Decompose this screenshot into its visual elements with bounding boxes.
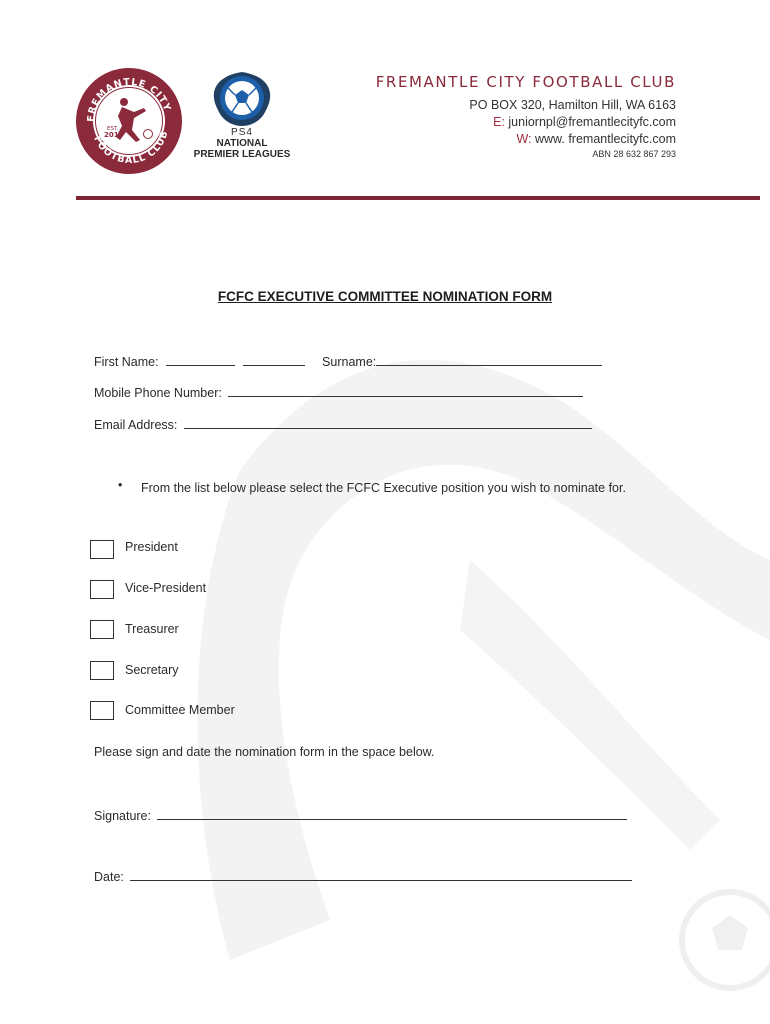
email-label: Email Address: — [94, 418, 178, 432]
mobile-row — [94, 384, 583, 400]
form-title: FCFC EXECUTIVE COMMITTEE NOMINATION FORM — [217, 289, 553, 304]
date-row — [94, 868, 632, 884]
mobile-field[interactable] — [228, 384, 583, 397]
club-address: PO BOX 320, Hamilton Hill, WA 6163 — [469, 98, 676, 112]
logo-year: 2019 — [104, 131, 124, 139]
first-name-field-2[interactable] — [243, 353, 305, 366]
npl-line1: NATIONAL — [216, 138, 268, 149]
club-name: FREMANTLE CITY FOOTBALL CLUB — [375, 73, 676, 91]
surname-field[interactable] — [376, 353, 602, 366]
instruction-bullet: • — [118, 478, 123, 492]
club-email-line — [376, 114, 676, 131]
checkbox-treasurer[interactable] — [90, 620, 114, 639]
sign-instruction: Please sign and date the nomination form in the space below. — [94, 745, 435, 759]
position-label-secretary: Secretary — [125, 663, 179, 677]
checkbox-vice-president[interactable] — [90, 580, 114, 599]
club-abn: ABN 28 632 867 293 — [592, 149, 676, 159]
surname-label: Surname: — [322, 355, 377, 369]
web-prefix: W: — [516, 132, 532, 146]
club-contact-block — [376, 73, 676, 159]
checkbox-president[interactable] — [90, 540, 114, 559]
email-prefix: E: — [493, 115, 505, 129]
npl-wordmark — [186, 127, 298, 160]
date-label: Date: — [94, 870, 124, 884]
position-label-vice-president: Vice-President — [125, 581, 207, 595]
mobile-label: Mobile Phone Number: — [94, 386, 222, 400]
ps4-logo: PS4 — [231, 127, 253, 138]
position-label-treasurer: Treasurer — [125, 622, 179, 636]
email-row — [94, 416, 592, 432]
position-label-committee-member: Committee Member — [125, 703, 235, 717]
position-label-president: President — [125, 540, 178, 554]
logo-arc-top: FREMANTLE CITY — [85, 76, 173, 123]
name-row — [94, 353, 602, 369]
signature-field[interactable] — [157, 807, 627, 820]
npl-line2: PREMIER LEAGUES — [193, 149, 291, 160]
npl-ball-icon — [214, 72, 270, 126]
position-instruction: From the list below please select the FCFC Executive position you wish to nominate for. — [141, 481, 626, 495]
header-divider — [76, 196, 760, 200]
date-field[interactable] — [130, 868, 632, 881]
logo-arc-bottom: FOOTBALL CLUB — [91, 129, 171, 167]
email-field[interactable] — [184, 416, 592, 429]
logo-ball-icon — [144, 130, 153, 139]
watermark-ball-icon — [682, 892, 770, 988]
logo-est: EST. — [107, 126, 119, 132]
first-name-label: First Name: — [94, 355, 159, 369]
club-web-line — [376, 131, 676, 148]
signature-row — [94, 807, 627, 823]
checkbox-committee-member[interactable] — [90, 701, 114, 720]
signature-label: Signature: — [94, 809, 151, 823]
checkbox-secretary[interactable] — [90, 661, 114, 680]
club-logo — [74, 66, 184, 176]
club-website: www. fremantlecityfc.com — [534, 132, 676, 146]
club-email: juniornpl@fremantlecityfc.com — [508, 115, 676, 129]
first-name-field[interactable] — [166, 353, 235, 366]
